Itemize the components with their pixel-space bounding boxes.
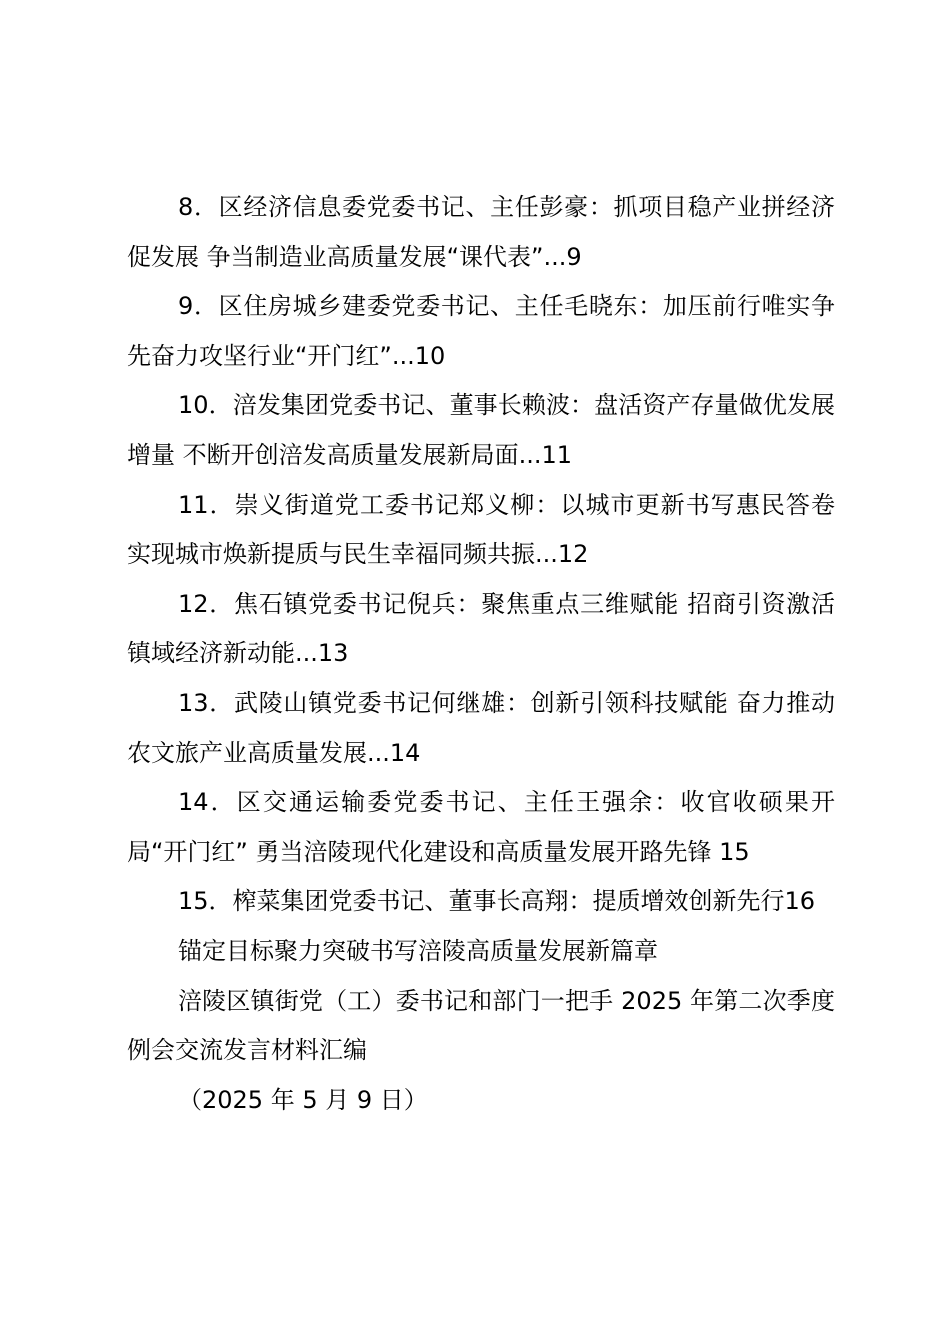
toc-entry-11: 11．崇义街道党工委书记郑义柳：以城市更新书写惠民答卷 实现城市焕新提质与民生幸福同频共振...12 (127, 490, 835, 569)
main-title: 锚定目标聚力突破书写涪陵高质量发展新篇章 (178, 936, 658, 965)
toc-entry-8: 8．区经济信息委党委书记、主任彭豪：抓项目稳产业拼经济促发展 争当制造业高质量发展“课代表”...9 (127, 193, 835, 271)
toc-entry-10: 10．涪发集团党委书记、董事长赖波：盘活资产存量做优发展增量 不断开创涪发高质量发展新局面...11 (127, 391, 835, 469)
toc-entry-13: 13．武陵山镇党委书记何继雄：创新引领科技赋能 奋力推动农文旅产业高质量发展...14 (127, 688, 835, 767)
toc-entry-9: 9．区住房城乡建委党委书记、主任毛晓东：加压前行唯实争先奋力攻坚行业“开门红”...10 (127, 292, 835, 370)
document-body (127, 183, 835, 1125)
subtitle: 涪陵区镇街党（工）委书记和部门一把手 2025 年第二次季度例会交流发言材料汇编 (127, 986, 835, 1065)
toc-entry-12: 12．焦石镇党委书记倪兵：聚焦重点三维赋能 招商引资激活镇域经济新动能...13 (127, 589, 835, 668)
toc-entry-15: 15．榨菜集团党委书记、董事长高翔：提质增效创新先行16 (178, 887, 816, 916)
toc-entry-14: 14．区交通运输委党委书记、主任王强余：收官收硕果开局“开门红” 勇当涪陵现代化建设和高质量发展开路先锋 15 (127, 788, 835, 866)
date-line: （2025 年 5 月 9 日） (178, 1085, 428, 1114)
